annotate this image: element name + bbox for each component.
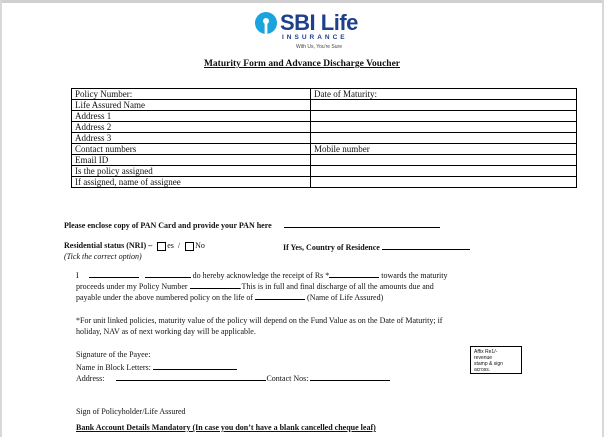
date-of-maturity-field[interactable]: Date of Maturity: [311,89,577,100]
policy-assigned-field[interactable] [311,166,577,177]
table-row [72,155,577,166]
bank-details-heading: Bank Account Details Mandatory (In case you don’t have a blank cancelled cheque leaf) [76,423,376,432]
logo-brand-text: SBI Life [280,10,358,35]
address-2-label: Address 2 [72,122,311,133]
nri-no-checkbox[interactable] [185,242,194,251]
ack-part1: do hereby acknowledge the receipt of Rs * [192,271,330,280]
ack-amount-line[interactable] [329,269,379,278]
ack-line2b: .This is in full and final discharge of all the amounts due and [239,282,434,291]
ack-line3a: payable under the above numbered policy on the life of [76,293,254,302]
block-letters-line[interactable] [153,361,237,370]
ulip-note-line-1: *For unit linked policies, maturity value of the policy will depend on the Fund Value as on the Date of Maturity; if [76,316,443,325]
contact-nos-line[interactable] [310,372,390,381]
ack-line-3 [76,291,383,303]
assignee-name-label: If assigned, name of assignee [72,177,311,188]
country-label: If Yes, Country of Residence [283,243,380,252]
page-top-border [0,0,604,3]
ack-part2: towards the maturity [381,271,448,280]
address-3-label: Address 3 [72,133,311,144]
stamp-text-3: stamp & sign [474,361,503,367]
nri-no-label: No [195,241,205,250]
address-row [76,372,390,384]
policy-number-label: Policy Number: [72,89,311,100]
address-3-field[interactable] [311,133,577,144]
address-2-field[interactable] [311,122,577,133]
ack-policy-line[interactable] [190,280,240,289]
residential-status-label: Residential status (NRI) – [64,241,153,250]
mobile-number-field[interactable]: Mobile number [311,144,577,155]
email-id-field[interactable] [311,155,577,166]
policy-assigned-label: Is the policy assigned [72,166,311,177]
life-assured-name-label: Life Assured Name [72,100,311,111]
block-letters-label: Name in Block Letters: [76,363,151,372]
address-1-field[interactable] [311,111,577,122]
stamp-text-1: Affix Re1/- [474,349,498,355]
country-of-residence [283,241,470,253]
email-id-label: Email ID [72,155,311,166]
ack-life-assured-line[interactable] [255,291,305,300]
pan-input-line[interactable] [284,219,440,228]
payee-address-label: Address: [76,374,105,383]
assignee-name-field[interactable] [311,177,577,188]
table-row [72,177,577,188]
payee-address-line[interactable] [116,372,266,381]
table-row [72,133,577,144]
contact-nos-label: Contact Nos: [266,374,309,383]
address-1-label: Address 1 [72,111,311,122]
table-row [72,144,577,155]
pan-instruction [64,219,440,231]
nri-yes-label: es [167,241,174,250]
table-row [72,122,577,133]
table-row [72,111,577,122]
policyholder-sign-label: Sign of Policyholder/Life Assured [76,407,186,416]
country-input-line[interactable] [382,241,470,250]
ulip-note-line-2: holiday, NAV as of next working day will be applicable. [76,327,256,336]
table-row [72,100,577,111]
ack-line2a: proceeds under my Policy Number [76,282,188,291]
residential-status [64,241,205,251]
logo-tagline: With Us, You're Sure [296,44,342,50]
ack-line3b: (Name of Life Assured) [307,293,384,302]
logo-insurance-text: INSURANCE [282,34,348,41]
stamp-text-4: across. [474,367,491,373]
contact-numbers-label: Contact numbers [72,144,311,155]
table-row [72,89,577,100]
tick-hint: (Tick the correct option) [64,252,142,261]
life-assured-name-field[interactable] [311,100,577,111]
sbi-keyhole-icon [254,11,278,35]
sbi-life-logo [254,8,374,54]
nri-separator: / [177,241,181,250]
ack-i: I [76,271,79,280]
payee-signature-label: Signature of the Payee: [76,350,151,359]
revenue-stamp-box [470,346,522,374]
policy-details-table [71,88,577,188]
form-title: Maturity Form and Advance Discharge Voucher [203,59,401,69]
ack-name-line-2[interactable] [145,269,191,278]
nri-yes-checkbox[interactable] [157,242,166,251]
pan-instruction-text: Please enclose copy of PAN Card and provide your PAN here [64,221,272,230]
stamp-text-2: revenue [474,355,493,361]
ack-name-line-1[interactable] [89,269,139,278]
table-row [72,166,577,177]
